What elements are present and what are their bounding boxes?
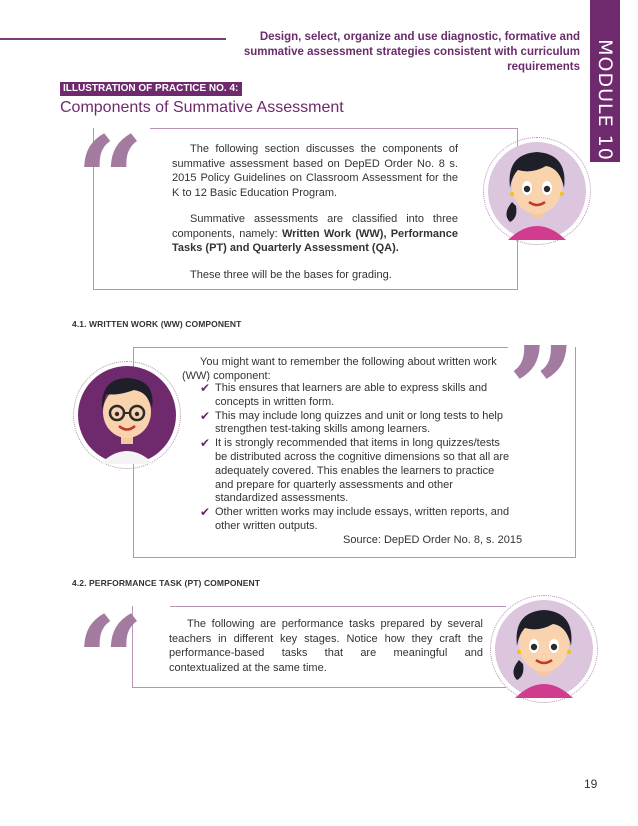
intro-box-top-rule [150, 128, 518, 129]
intro-paragraph-2: Summative assessments are classified into three components, namely: Written Work (WW), Performance Tasks (PT) and Quarterly Assessment (QA). [172, 213, 458, 254]
list-item: ✔ It is strongly recommended that items in long quizzes/tests be distributed across the cognitive dimensions so that all are adequately covered. This enables the learners to practice and prepare for quarterly assessments and other standardized assessments. [200, 436, 510, 505]
page-number: 19 [584, 777, 598, 791]
intro-text [172, 142, 458, 282]
teacher-girl-avatar [488, 142, 586, 240]
check-icon: ✔ [200, 505, 211, 520]
ww-list [200, 382, 510, 534]
pt-box-top-rule [170, 606, 506, 607]
check-icon: ✔ [200, 381, 211, 395]
header-subtitle: Design, select, organize and use diagnostic, formative and summative assessment strategies consistent with curriculum requirements [243, 31, 580, 73]
list-item: ✔ Other written works may include essays, written reports, and other written outputs. [200, 505, 510, 532]
ww-intro: You might want to remember the following about written work (WW) component: [182, 356, 497, 382]
list-item: ✔ This may include long quizzes and unit or long tests to help strengthen test-taking skills among learners. [200, 408, 503, 436]
check-icon: ✔ [200, 436, 211, 451]
ww-heading: 4.1. WRITTEN WORK (WW) COMPONENT [72, 319, 242, 329]
pt-paragraph: The following are performance tasks prepared by several teachers in different key stages. Notice how they craft the performance-based tasks that are meaningful and contextualized at the same time. [169, 618, 483, 674]
close-quote-icon: ” [508, 320, 576, 459]
ww-source: Source: DepED Order No. 8, s. 2015 [343, 534, 523, 546]
intro-paragraph-1: The following section discusses the components of summative assessment based on DepED Order No. 8 s. 2015 Policy Guidelines on Classroom Assessment for the K to 12 Basic Education Program. [172, 143, 458, 199]
module-tab-label: MODULE 10 [594, 39, 616, 161]
illustration-label: ILLUSTRATION OF PRACTICE NO. 4: [60, 82, 242, 96]
teacher-girl-avatar [495, 600, 593, 698]
module-tab [590, 0, 620, 162]
ww-box-top-rule [133, 347, 508, 348]
header-rule [0, 38, 226, 40]
list-item: ✔ This ensures that learners are able to express skills and concepts in written form. [200, 381, 488, 408]
teacher-boy-avatar [78, 366, 176, 464]
pt-text [169, 617, 483, 675]
open-quote-icon: “ [76, 110, 144, 249]
pt-heading: 4.2. PERFORMANCE TASK (PT) COMPONENT [72, 578, 261, 588]
open-quote-icon: “ [76, 590, 144, 729]
intro-paragraph-3: These three will be the bases for grading. [190, 268, 392, 281]
check-icon: ✔ [200, 408, 211, 423]
section-title: Components of Summative Assessment [60, 99, 344, 116]
